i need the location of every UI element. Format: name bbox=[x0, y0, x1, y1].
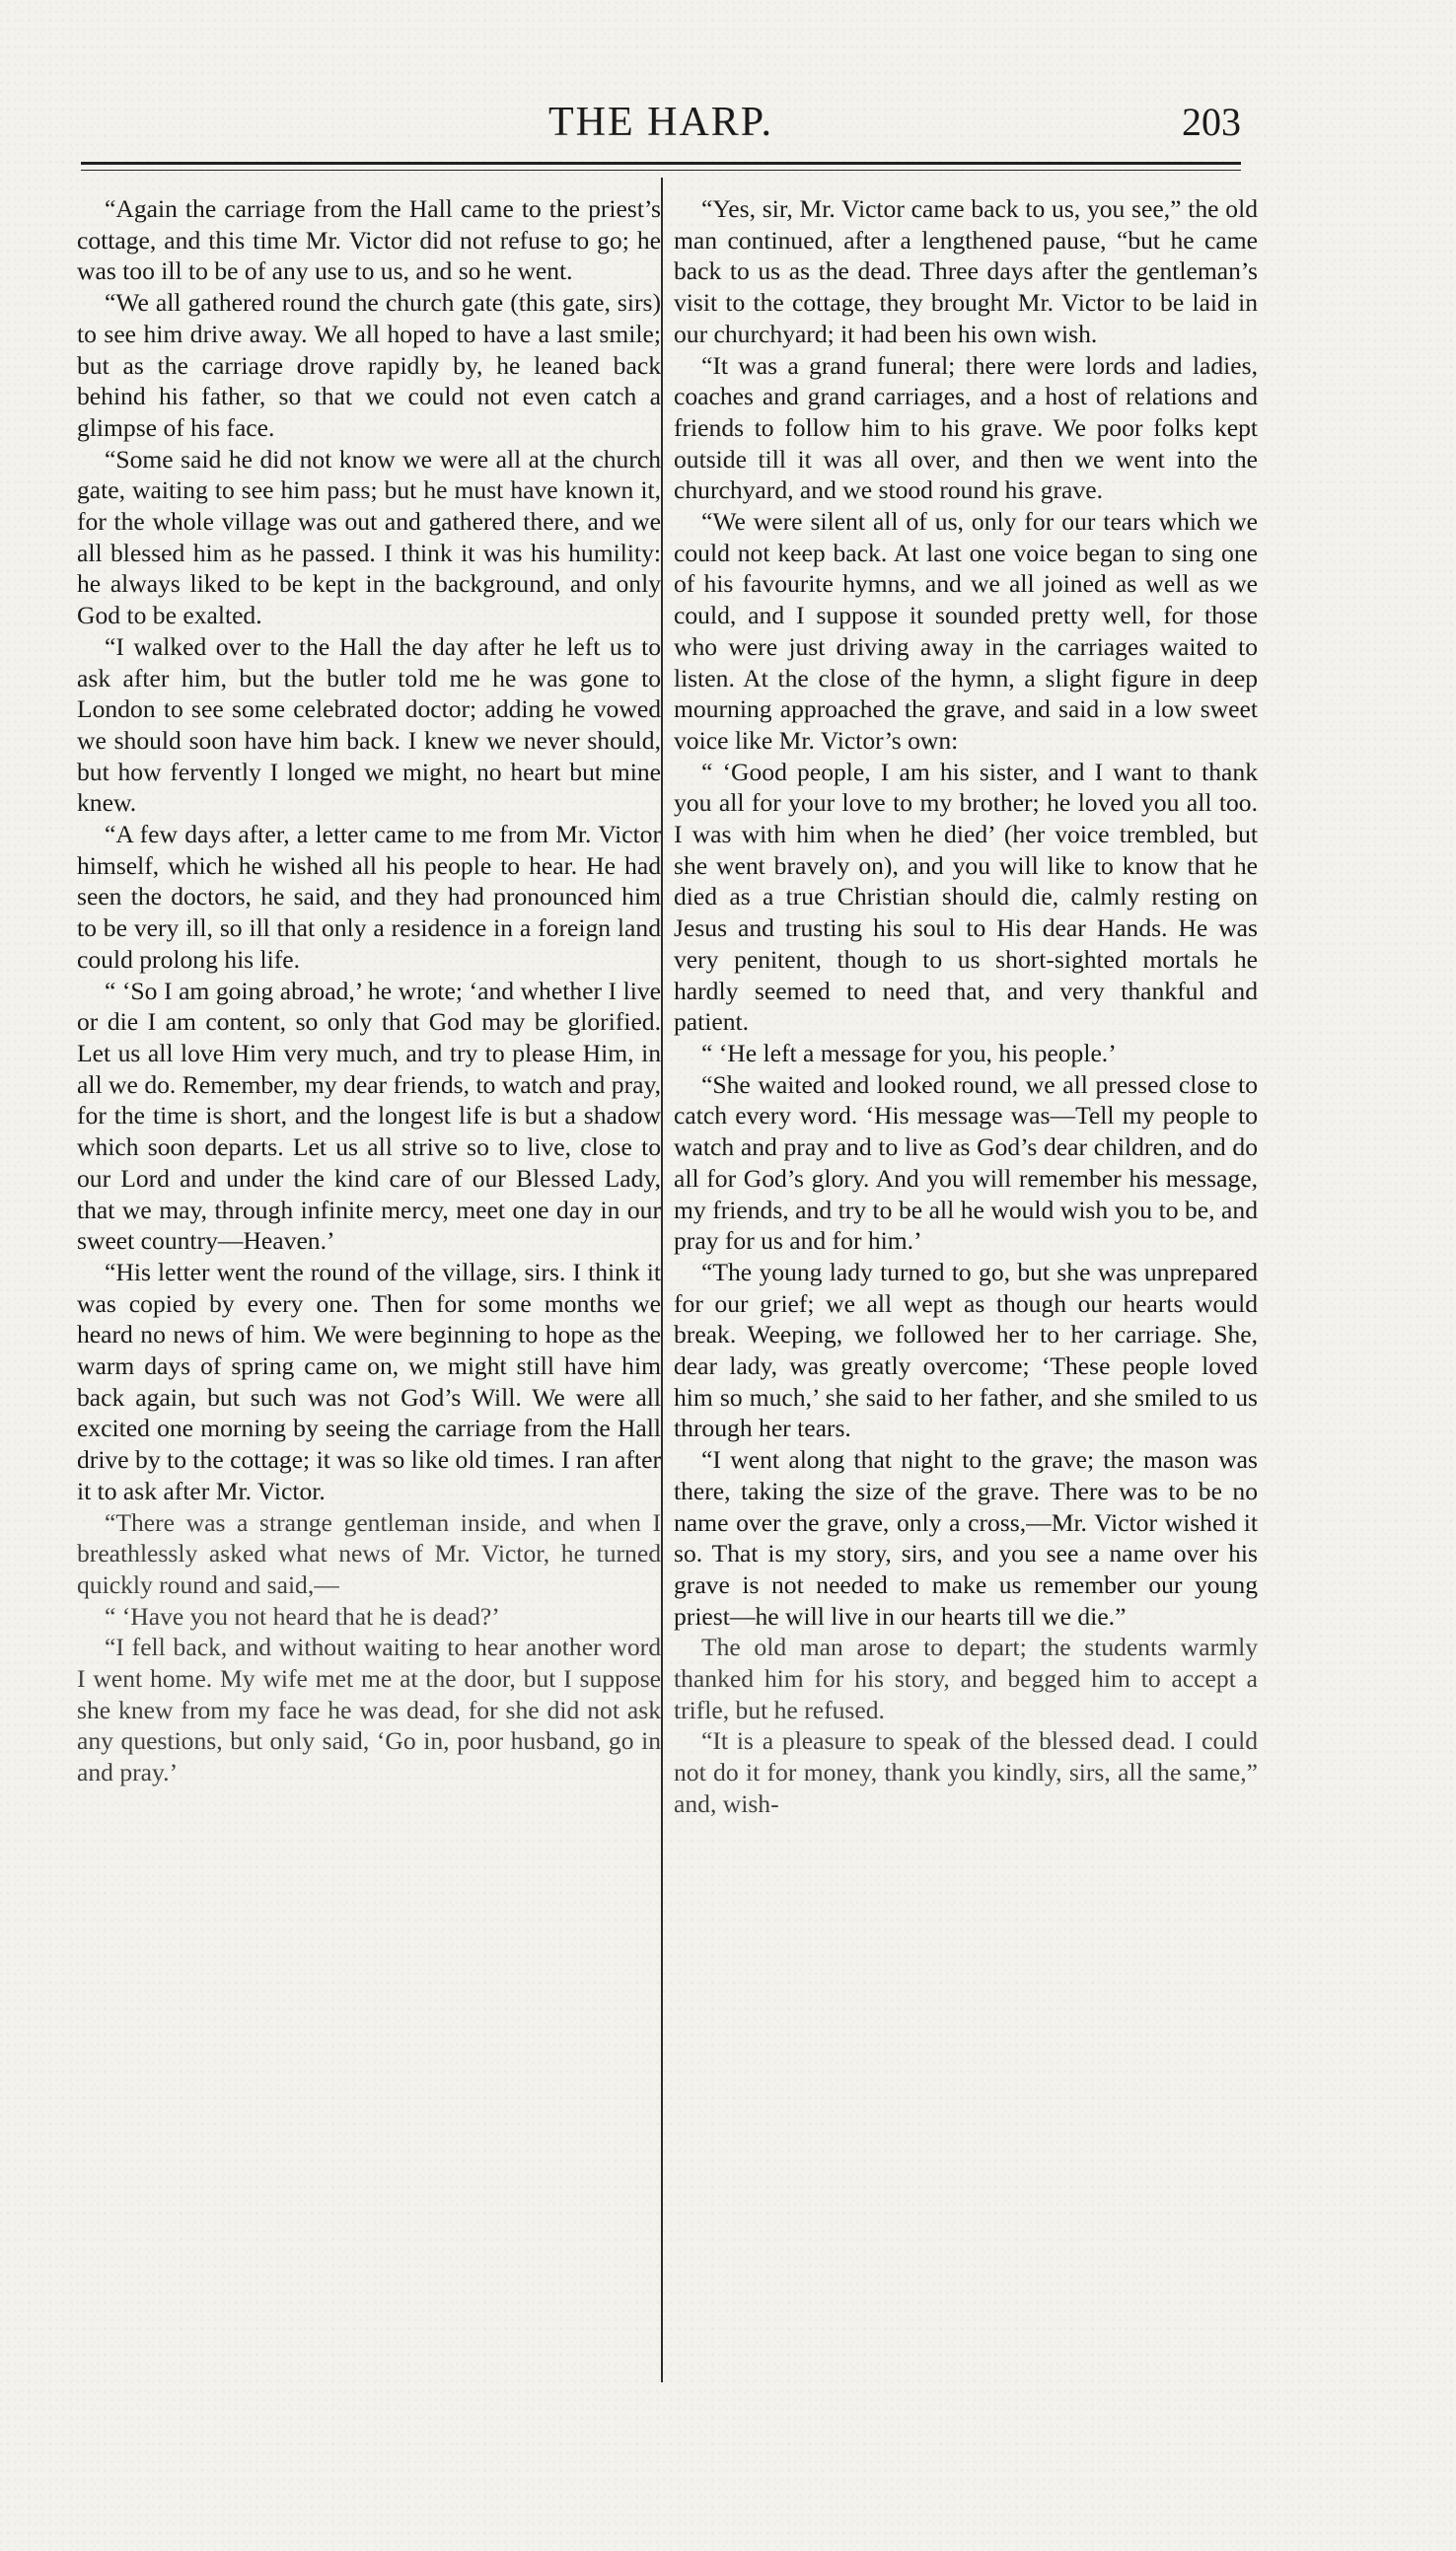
paragraph: “Again the carriage from the Hall came to the priest’s cottage, and this time Mr. Victor did not refuse to go; he was too ill to be of any use to us, and so he went. bbox=[77, 194, 661, 286]
paragraph: “I fell back, and without waiting to hear another word I went home. My wife met me at the door, but I suppose she knew from my face he was dead, for she did not ask any questions, but only said, ‘Go in, poor husband, go in and pray.’ bbox=[77, 1633, 661, 1787]
paragraph: “We all gathered round the church gate (this gate, sirs) to see him drive away. We all hoped to have a last smile; but as the carriage drove rapidly by, he leaned back behind his father, so that we could not even catch a glimpse of his face. bbox=[77, 288, 661, 442]
paragraph: “She waited and looked round, we all pressed close to catch every word. ‘His message was—Tell my people to watch and pray and to live as God’s dear children, and do all for God’s glory. And you will remember his message, my friends, and try to be all he would wish you to be, and pray for us and for him.’ bbox=[674, 1069, 1258, 1256]
paragraph: “There was a strange gentleman inside, and when I breathlessly asked what news of Mr. Victor, he turned quickly round and said,— bbox=[77, 1507, 661, 1599]
right-column bbox=[674, 193, 1258, 1820]
paragraph: The old man arose to depart; the students warmly thanked him for his story, and begged him to accept a trifle, but he refused. bbox=[674, 1633, 1258, 1724]
left-column bbox=[77, 193, 661, 1788]
paragraph: “His letter went the round of the village, sirs. I think it was copied by every one. Then for some months we heard no news of him. We were beginning to hope as the warm days of spring came on, we might still have him back again, but such was not God’s Will. We were all excited one morning by seeing the carriage from the Hall drive by to the cottage; it was so like old times. I ran after it to ask after Mr. Victor. bbox=[77, 1257, 661, 1505]
paragraph: “We were silent all of us, only for our tears which we could not keep back. At last one voice began to sing one of his favourite hymns, and we all joined as well as we could, and I suppose it sounded pretty well, for those who were just driving away in the carriages waited to listen. At the close of the hymn, a slight figure in deep mourning approached the grave, and said in a low sweet voice like Mr. Victor’s own: bbox=[674, 507, 1258, 755]
paragraph: “I went along that night to the grave; the mason was there, taking the size of the grave. There was to be no name over the grave, only a cross,—Mr. Victor wished it so. That is my story, sirs, and you see a name over his grave is not needed to make us remember our young priest—he will live in our hearts till we die.” bbox=[674, 1445, 1258, 1631]
paragraph: “Yes, sir, Mr. Victor came back to us, you see,” the old man continued, after a lengthened pause, “but he came back to us as the dead. Three days after the gentleman’s visit to the cottage, they brought Mr. Victor to be laid in our churchyard; it had been his own wish. bbox=[674, 194, 1258, 348]
column-divider bbox=[661, 178, 663, 2382]
paragraph: “ ‘Good people, I am his sister, and I want to thank you all for your love to my brother; he loved you all too. I was with him when he died’ (her voice trembled, but she went bravely on), and you will like to know that he died as a true Christian should die, calmly resting on Jesus and trusting his soul to His dear Hands. He was very penitent, though to us short-sighted mortals he hardly seemed to need that, and very thankful and patient. bbox=[674, 757, 1258, 1037]
paragraph: “Some said he did not know we were all at the church gate, waiting to see him pass; but he must have known it, for the whole village was out and gathered there, and we all blessed him as he passed. I think it was his humility: he always liked to be kept in the background, and only God to be exalted. bbox=[77, 444, 661, 630]
paragraph: “It was a grand funeral; there were lords and ladies, coaches and grand carriages, and a host of relations and friends to follow him to his grave. We poor folks kept outside till it was all over, and then we went into the churchyard, and we stood round his grave. bbox=[674, 350, 1258, 505]
page-number: 203 bbox=[1182, 100, 1241, 144]
paragraph: “ ‘Have you not heard that he is dead?’ bbox=[105, 1601, 500, 1631]
paragraph: “A few days after, a letter came to me from Mr. Victor himself, which he wished all his people to hear. He had seen the doctors, he said, and they had pronounced him to be very ill, so ill that only a residence in a foreign land could prolong his life. bbox=[77, 820, 661, 974]
running-title: THE HARP. bbox=[547, 100, 774, 145]
paragraph: “The young lady turned to go, but she was unprepared for our grief; we all wept as though our hearts would break. Weeping, we followed her to her carriage. She, dear lady, was greatly overcome; ‘These people loved him so much,’ she said to her father, and she smiled to us through her tears. bbox=[674, 1257, 1258, 1443]
paragraph: “ ‘So I am going abroad,’ he wrote; ‘and whether I live or die I am content, so only that God may be glorified. Let us all love Him very much, and try to please Him, in all we do. Remember, my dear friends, to watch and pray, for the time is short, and the longest life is but a shadow which soon departs. Let us all strive so to live, close to our Lord and under the kind care of our Blessed Lady, that we may, through infinite mercy, meet one day in our sweet country—Heaven.’ bbox=[77, 976, 661, 1256]
page-header bbox=[81, 99, 1241, 158]
paragraph: “ ‘He left a message for you, his people.’ bbox=[701, 1038, 1117, 1067]
header-rule-thin bbox=[81, 170, 1241, 171]
paragraph: “I walked over to the Hall the day after he left us to ask after him, but the butler told me he was gone to London to see some celebrated doctor; adding he vowed we should soon have him back. I knew we never should, but how fervently I longed we might, no heart but mine knew. bbox=[77, 631, 661, 818]
paragraph: “It is a pleasure to speak of the blessed dead. I could not do it for money, thank you kindly, sirs, all the same,” and, wish- bbox=[674, 1726, 1258, 1818]
header-rule-thick bbox=[81, 162, 1241, 165]
